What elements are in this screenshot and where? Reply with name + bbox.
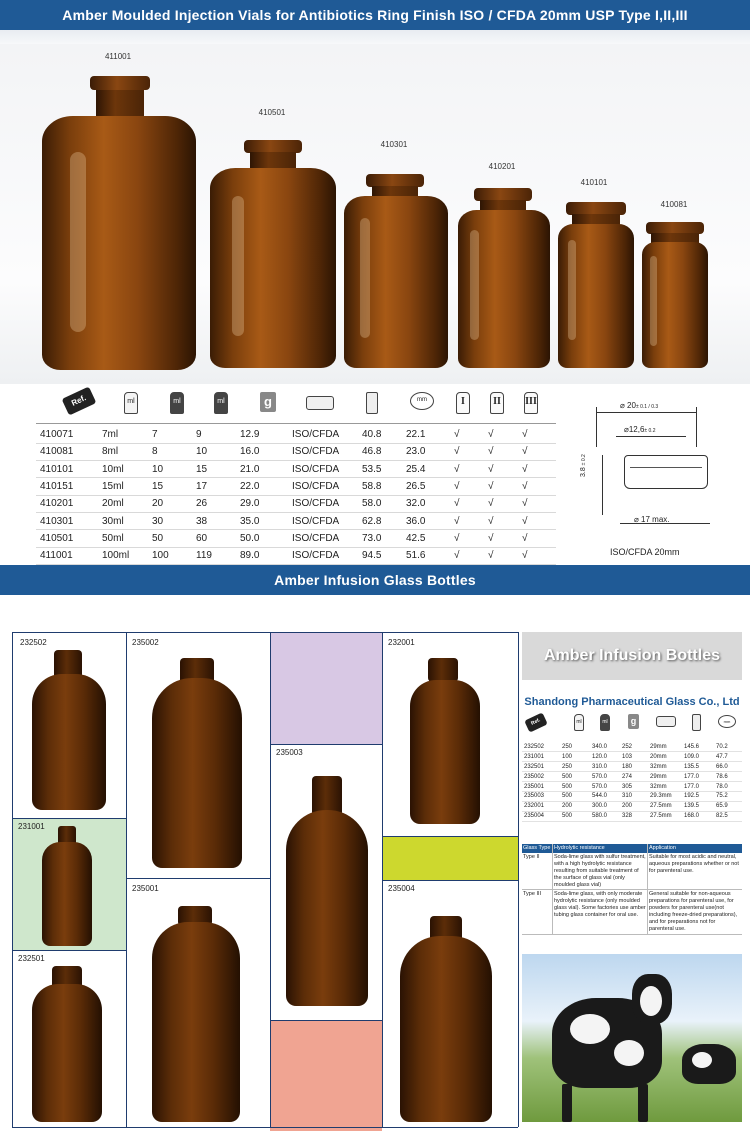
- spec-cell: 7: [148, 426, 192, 443]
- vial-code: 410101: [580, 178, 608, 187]
- info-cell: 235001: [522, 782, 560, 792]
- finish-icon: [656, 716, 676, 727]
- vial-code: 410201: [488, 162, 516, 171]
- spec-cell: √: [450, 495, 484, 512]
- spec-cell: 411001: [36, 547, 98, 564]
- ml-icon: ml: [124, 392, 138, 414]
- spec-cell: √: [450, 547, 484, 564]
- weight-g-icon: g: [628, 714, 639, 729]
- spec-cell: √: [484, 512, 518, 529]
- info-row: [522, 772, 742, 782]
- spec-cell: 12.9: [236, 426, 288, 443]
- bottle-code-232001: 232001: [388, 638, 415, 647]
- info-cell: 231001: [522, 752, 560, 762]
- info-cell: 29mm: [648, 742, 682, 752]
- spec-cell: ISO/CFDA: [288, 495, 358, 512]
- ref-icon: Ref.: [524, 712, 548, 732]
- info-cell: 29mm: [648, 772, 682, 782]
- gt-header-type: Glass Type: [523, 845, 551, 851]
- info-icon-row: [524, 714, 740, 738]
- info-row: [522, 752, 742, 762]
- info-cell: 232001: [522, 801, 560, 811]
- spec-cell: 22.0: [236, 478, 288, 495]
- info-cell: 135.5: [682, 762, 714, 772]
- spec-cell: 100ml: [98, 547, 148, 564]
- info-row: [522, 762, 742, 772]
- bottle-code-235004: 235004: [388, 884, 415, 893]
- spec-cell: 32.0: [402, 495, 450, 512]
- spec-cell: 9: [192, 426, 236, 443]
- finish-icon: [306, 396, 334, 410]
- spec-cell: 94.5: [358, 547, 402, 564]
- bottle-code-235001: 235001: [132, 884, 159, 893]
- spec-row: [36, 443, 556, 460]
- spec-cell: 29.0: [236, 495, 288, 512]
- info-cell: 305: [620, 782, 648, 792]
- spec-row: [36, 478, 556, 495]
- height-icon: [366, 392, 378, 414]
- spec-cell: ISO/CFDA: [288, 478, 358, 495]
- info-cell: 120.0: [590, 752, 620, 762]
- bottle-code-232501: 232501: [18, 954, 45, 963]
- vial-411001: [40, 52, 200, 372]
- spec-cell: 23.0: [402, 443, 450, 460]
- spec-cell: ISO/CFDA: [288, 426, 358, 443]
- spec-cell: 46.8: [358, 443, 402, 460]
- spec-cell: 410151: [36, 478, 98, 495]
- weight-g-icon: g: [260, 392, 276, 412]
- spec-cell: √: [450, 443, 484, 460]
- spec-cell: 50ml: [98, 530, 148, 547]
- info-cell: 500: [560, 811, 590, 821]
- info-cell: 78.0: [714, 782, 742, 792]
- spec-cell: 410071: [36, 426, 98, 443]
- vial-code: 410501: [258, 108, 286, 117]
- bottle-code-232502: 232502: [20, 638, 47, 647]
- spec-cell: √: [518, 530, 556, 547]
- spec-cell: 60: [192, 530, 236, 547]
- info-cell: 75.2: [714, 791, 742, 801]
- spec-cell: 36.0: [402, 512, 450, 529]
- spec-cell: 62.8: [358, 512, 402, 529]
- page-title: Amber Moulded Injection Vials for Antibiotics Ring Finish ISO / CFDA 20mm USP Type I,II,III: [62, 7, 688, 23]
- info-cell: 200: [560, 801, 590, 811]
- spec-cell: 10: [192, 443, 236, 460]
- vial-410081: [640, 198, 710, 372]
- info-cell: 78.6: [714, 772, 742, 782]
- info-cell: 232501: [522, 762, 560, 772]
- lime-block: [382, 836, 518, 880]
- spec-cell: ISO/CFDA: [288, 512, 358, 529]
- spec-cell: 15: [148, 478, 192, 495]
- spec-cell: 38: [192, 512, 236, 529]
- spec-cell: 50.0: [236, 530, 288, 547]
- ml-icon: ml: [574, 714, 584, 731]
- info-cell: 250: [560, 742, 590, 752]
- ml-full-icon: ml: [170, 392, 184, 414]
- spec-cell: 410101: [36, 461, 98, 478]
- spec-cell: √: [450, 426, 484, 443]
- spec-cell: 10ml: [98, 461, 148, 478]
- lavender-block: [270, 632, 382, 744]
- finish-profile: [624, 455, 708, 489]
- spec-cell: √: [450, 530, 484, 547]
- drawing-caption: ISO/CFDA 20mm: [610, 547, 680, 557]
- spec-row: [36, 495, 556, 512]
- section-title-banner: [0, 565, 750, 595]
- spec-table: [36, 426, 556, 565]
- spec-cell: √: [518, 495, 556, 512]
- spec-cell: 16.0: [236, 443, 288, 460]
- info-cell: 29.3mm: [648, 791, 682, 801]
- spec-row: [36, 461, 556, 478]
- info-cell: 32mm: [648, 762, 682, 772]
- info-row: [522, 782, 742, 792]
- spec-cell: √: [484, 495, 518, 512]
- spec-cell: 25.4: [402, 461, 450, 478]
- info-cell: 139.5: [682, 801, 714, 811]
- spec-cell: 119: [192, 547, 236, 564]
- info-cell: 250: [560, 762, 590, 772]
- page-title-banner: [0, 0, 750, 30]
- spec-cell: 42.5: [402, 530, 450, 547]
- info-cell: 235003: [522, 791, 560, 801]
- spec-cell: 10: [148, 461, 192, 478]
- info-cell: 274: [620, 772, 648, 782]
- spec-cell: ISO/CFDA: [288, 461, 358, 478]
- ml-brim-icon: ml: [214, 392, 228, 414]
- spec-cell: 40.8: [358, 426, 402, 443]
- spec-cell: 8ml: [98, 443, 148, 460]
- type-II-icon: II: [490, 392, 504, 414]
- spec-cell: 30ml: [98, 512, 148, 529]
- spec-cell: √: [484, 478, 518, 495]
- spec-cell: √: [450, 461, 484, 478]
- spec-cell: 58.8: [358, 478, 402, 495]
- spec-cell: 89.0: [236, 547, 288, 564]
- info-cell: 65.9: [714, 801, 742, 811]
- spec-cell: 410081: [36, 443, 98, 460]
- spec-cell: 15: [192, 461, 236, 478]
- vial-410301: [342, 138, 450, 372]
- info-cell: 103: [620, 752, 648, 762]
- gt-row: Type II Soda-lime glass with sulfur treatment, with a high hydrolytic resistance resulting from suitable treatment of the surface of glass vial (only moulded glass vial) Suitable for most acidic and neutral, aqueous preparations whether or not for parenteral use.: [522, 853, 742, 890]
- spec-cell: 22.1: [402, 426, 450, 443]
- dim-height: 3.8 ± 0.2: [580, 454, 587, 477]
- spec-cell: √: [518, 426, 556, 443]
- info-cell: 232502: [522, 742, 560, 752]
- spec-cell: 26: [192, 495, 236, 512]
- cow-photo: [522, 954, 742, 1122]
- spec-cell: 100: [148, 547, 192, 564]
- finish-drawing: [580, 395, 740, 565]
- spec-cell: 73.0: [358, 530, 402, 547]
- spec-cell: 35.0: [236, 512, 288, 529]
- spec-cell: 7ml: [98, 426, 148, 443]
- spec-cell: ISO/CFDA: [288, 530, 358, 547]
- info-cell: 192.5: [682, 791, 714, 801]
- glass-type-table: [522, 844, 742, 935]
- spec-cell: √: [518, 512, 556, 529]
- spec-cell: ISO/CFDA: [288, 547, 358, 564]
- spec-cell: ISO/CFDA: [288, 443, 358, 460]
- spec-cell: 8: [148, 443, 192, 460]
- info-cell: 32mm: [648, 782, 682, 792]
- info-cell: 310: [620, 791, 648, 801]
- spec-cell: √: [484, 547, 518, 564]
- spec-cell: 410301: [36, 512, 98, 529]
- info-cell: 310.0: [590, 762, 620, 772]
- spec-cell: 26.5: [402, 478, 450, 495]
- company-name: Shandong Pharmaceutical Glass Co., Ltd: [524, 696, 740, 708]
- spec-cell: 50: [148, 530, 192, 547]
- spec-cell: √: [484, 530, 518, 547]
- header-band: [0, 30, 750, 44]
- bottle-code-235003: 235003: [276, 748, 303, 757]
- spec-cell: √: [518, 461, 556, 478]
- vials-photo: [0, 44, 750, 384]
- gt-row: Type III Soda-lime glass, with only moderate hydrolytic resistance (only moulded glass vial). Some factories use amber tubing glass container for oral use. General suitable for non-aqueous preparations for parenteral use, for powders for parenteral use(not including freeze-dried preparations), and for preparations not for parenteral use.: [522, 890, 742, 934]
- info-cell: 500: [560, 782, 590, 792]
- info-cell: 544.0: [590, 791, 620, 801]
- ml-full-icon: ml: [600, 714, 610, 731]
- info-cell: 145.6: [682, 742, 714, 752]
- spec-cell: 58.0: [358, 495, 402, 512]
- bottle-code-231001: 231001: [18, 822, 45, 831]
- info-cell: 168.0: [682, 811, 714, 821]
- spec-cell: 410501: [36, 530, 98, 547]
- spec-cell: √: [450, 512, 484, 529]
- spec-icon-header: [36, 388, 556, 424]
- info-table: [522, 742, 742, 822]
- info-cell: 340.0: [590, 742, 620, 752]
- ref-icon: Ref.: [62, 387, 97, 416]
- spec-cell: 51.6: [402, 547, 450, 564]
- info-cell: 570.0: [590, 782, 620, 792]
- info-row: [522, 801, 742, 811]
- spec-cell: √: [484, 426, 518, 443]
- spec-cell: 15ml: [98, 478, 148, 495]
- spec-cell: 21.0: [236, 461, 288, 478]
- diameter-mm-icon: mm: [718, 715, 736, 728]
- spec-row: [36, 547, 556, 564]
- info-cell: 47.7: [714, 752, 742, 762]
- info-cell: 180: [620, 762, 648, 772]
- info-cell: 82.5: [714, 811, 742, 821]
- info-cell: 300.0: [590, 801, 620, 811]
- dim-max: ⌀ 17 max.: [634, 515, 670, 524]
- info-cell: 70.2: [714, 742, 742, 752]
- info-cell: 235004: [522, 811, 560, 821]
- info-cell: 66.0: [714, 762, 742, 772]
- diameter-mm-icon: mm: [410, 392, 434, 410]
- info-cell: 100: [560, 752, 590, 762]
- vial-code: 410081: [660, 200, 688, 209]
- vial-410101: [556, 176, 636, 372]
- info-cell: 570.0: [590, 772, 620, 782]
- info-cell: 20mm: [648, 752, 682, 762]
- vial-410201: [456, 160, 552, 372]
- spec-cell: √: [518, 547, 556, 564]
- spec-row: [36, 512, 556, 529]
- spec-cell: 30: [148, 512, 192, 529]
- spec-cell: √: [450, 478, 484, 495]
- info-cell: 177.0: [682, 782, 714, 792]
- spec-cell: 20ml: [98, 495, 148, 512]
- info-cell: 27.5mm: [648, 811, 682, 821]
- info-cell: 252: [620, 742, 648, 752]
- dim-outer: ⌀ 20± 0.1 / 0.3: [620, 401, 659, 410]
- vial-410501: [208, 106, 338, 372]
- info-cell: 328: [620, 811, 648, 821]
- info-cell: 27.5mm: [648, 801, 682, 811]
- info-cell: 500: [560, 791, 590, 801]
- info-cell: 235002: [522, 772, 560, 782]
- gt-header-application: Application: [647, 844, 742, 853]
- info-row: [522, 811, 742, 821]
- spec-cell: √: [518, 443, 556, 460]
- spec-cell: 17: [192, 478, 236, 495]
- bottle-code-235002: 235002: [132, 638, 159, 647]
- spec-cell: 20: [148, 495, 192, 512]
- height-icon: [692, 714, 701, 731]
- info-cell: 109.0: [682, 752, 714, 762]
- type-I-icon: I: [456, 392, 470, 414]
- info-row: [522, 791, 742, 801]
- vial-code: 410301: [380, 140, 408, 149]
- salmon-block: [270, 1020, 382, 1131]
- spec-cell: 410201: [36, 495, 98, 512]
- info-cell: 200: [620, 801, 648, 811]
- spec-cell: √: [484, 443, 518, 460]
- dim-inner: ⌀12,6± 0.2: [624, 425, 656, 434]
- spec-row: [36, 530, 556, 547]
- vial-code: 411001: [104, 52, 132, 61]
- spec-cell: 53.5: [358, 461, 402, 478]
- info-cell: 580.0: [590, 811, 620, 821]
- gt-header-resistance: Hydrolytic resistance: [552, 844, 647, 853]
- info-cell: 500: [560, 772, 590, 782]
- info-cell: 177.0: [682, 772, 714, 782]
- section-title: Amber Infusion Glass Bottles: [274, 572, 476, 588]
- type-III-icon: III: [524, 392, 538, 414]
- spec-cell: √: [484, 461, 518, 478]
- spec-cell: √: [518, 478, 556, 495]
- spec-row: [36, 426, 556, 443]
- info-title: Amber Infusion Bottles: [522, 632, 742, 680]
- info-row: [522, 742, 742, 752]
